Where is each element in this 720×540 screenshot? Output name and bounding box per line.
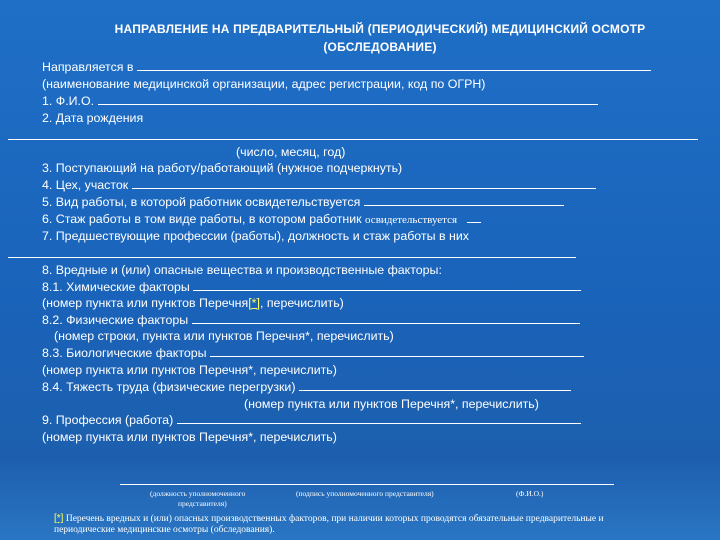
fio-field[interactable] — [98, 93, 598, 105]
chemical-note-tail: , перечислить) — [259, 296, 344, 310]
labor-field[interactable] — [299, 379, 571, 391]
sent-to-label: Направляется в — [42, 60, 134, 74]
labor-note: (номер пункта или пунктов Перечня*, перечислить) — [244, 397, 539, 411]
title-line-2: (ОБСЛЕДОВАНИЕ) — [323, 40, 437, 54]
signature-position-label-2: представителя) — [178, 499, 227, 508]
chemical-field[interactable] — [193, 279, 581, 291]
profession-note: (номер пункта или пунктов Перечня*, перечислить) — [42, 430, 337, 444]
work-type-row — [42, 194, 564, 210]
fio-row — [42, 93, 598, 109]
biological-row — [42, 345, 584, 361]
physical-row — [42, 312, 580, 328]
workshop-row — [42, 177, 596, 193]
experience-field[interactable] — [467, 211, 481, 223]
signature-footer — [0, 462, 720, 540]
dob-field[interactable] — [8, 139, 698, 140]
footnote-line-2: периодические медицинские осмотры (обследования). — [54, 525, 275, 535]
perechen-footnote-link[interactable]: [*] — [248, 296, 260, 310]
footnote-line-1 — [54, 513, 604, 525]
physical-label: 8.2. Физические факторы — [42, 313, 189, 327]
previous-line: 7. Предшествующие профессии (работы), должность и стаж работы в них — [42, 229, 469, 243]
work-type-field[interactable] — [364, 194, 564, 206]
fio-label: 1. Ф.И.О. — [42, 94, 95, 108]
signature-position-label: (должность уполномоченного — [150, 489, 246, 498]
date-note: (число, месяц, год) — [236, 145, 346, 159]
chemical-note — [42, 295, 344, 311]
chemical-label: 8.1. Химические факторы — [42, 280, 190, 294]
labor-row — [42, 379, 571, 395]
chemical-row — [42, 279, 581, 295]
biological-label: 8.3. Биологические факторы — [42, 346, 207, 360]
experience-tail: освидетельствуется — [365, 214, 458, 226]
profession-label: 9. Профессия (работа) — [42, 413, 174, 427]
dob-label: 2. Дата рождения — [42, 111, 144, 125]
workshop-field[interactable] — [132, 177, 596, 189]
sent-to-field[interactable] — [137, 59, 651, 71]
title-line-1: НАПРАВЛЕНИЕ НА ПРЕДВАРИТЕЛЬНЫЙ (ПЕРИОДИЧЕСКИЙ) МЕДИЦИНСКИЙ ОСМОТР — [114, 22, 646, 36]
footnote-text-1: Перечень вредных и (или) опасных производственных факторов, при наличии которых проводятся обязательные предварительные и — [65, 514, 604, 524]
workshop-label: 4. Цех, участок — [42, 178, 129, 192]
signature-sign-label: (подпись уполномоченного представителя) — [296, 489, 434, 498]
biological-note: (номер пункта или пунктов Перечня*, перечислить) — [42, 363, 337, 377]
previous-field[interactable] — [8, 257, 576, 258]
hazards-line: 8. Вредные и (или) опасные вещества и производственные факторы: — [42, 263, 442, 277]
signature-name-label: (Ф.И.О.) — [516, 489, 544, 498]
footnote-mark[interactable]: [*] — [54, 513, 64, 524]
applicant-line: 3. Поступающий на работу/работающий (нужное подчеркнуть) — [42, 161, 403, 175]
work-type-label: 5. Вид работы, в которой работник освидетельствуется — [42, 195, 361, 209]
physical-field[interactable] — [192, 312, 580, 324]
profession-field[interactable] — [177, 412, 581, 424]
chemical-note-text: (номер пункта или пунктов Перечня — [42, 296, 249, 310]
profession-row — [42, 412, 581, 428]
labor-label: 8.4. Тяжесть труда (физические перегрузки) — [42, 380, 296, 394]
org-note: (наименование медицинской организации, адрес регистрации, код по ОГРН) — [42, 77, 486, 91]
sent-to-row — [42, 59, 651, 75]
experience-row — [42, 211, 481, 228]
biological-field[interactable] — [210, 345, 584, 357]
physical-note: (номер строки, пункта или пунктов Перечня*, перечислить) — [54, 329, 394, 343]
experience-label: 6. Стаж работы в том виде работы, в котором работник — [42, 212, 362, 226]
signature-line[interactable] — [120, 484, 614, 485]
